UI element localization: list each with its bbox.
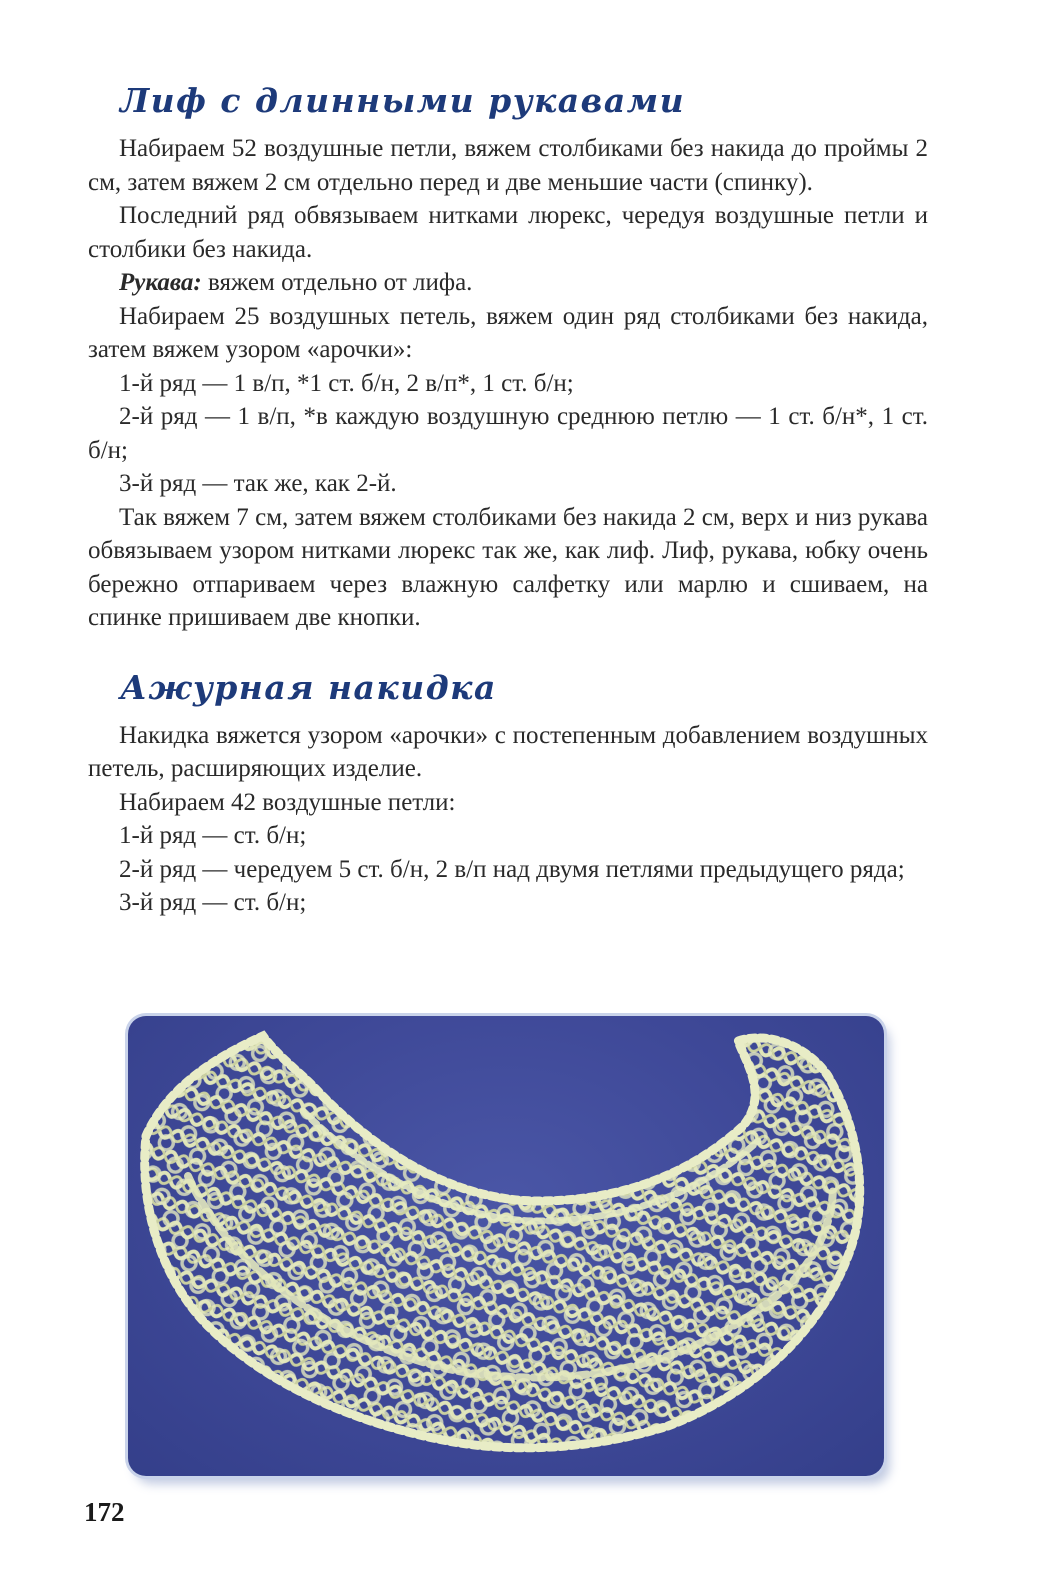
paragraph: Так вяжем 7 см, затем вяжем столбиками без накида 2 см, верх и низ рукава обвязываем узором нитками люрекс так же, как лиф. Лиф, рукава, юбку очень бережно отпариваем через влажную салфетку или марлю и сшиваем, на спинке пришиваем две кнопки. <box>88 503 928 631</box>
sleeves-text: вяжем отдельно от лифа. <box>201 269 473 296</box>
paragraph: 2-й ряд — чередуем 5 ст. б/н, 2 в/п над двумя петлями предыдущего ряда; <box>119 855 905 883</box>
paragraph: 3-й ряд — так же, как 2-й. <box>119 470 397 497</box>
paragraph: Последний ряд обвязываем нитками люрекс, чередуя воздушные петли и столбики без накида. <box>88 202 928 263</box>
photo-frame <box>128 1016 884 1476</box>
page-number: 172 <box>84 1497 125 1527</box>
paragraph: Набираем 25 воздушных петель, вяжем один ряд столбиками без накида, затем вяжем узором «арочки»: <box>88 302 928 363</box>
crochet-cape-icon <box>128 1016 884 1476</box>
paragraph: 1-й ряд — ст. б/н; <box>119 822 307 849</box>
paragraph: Набираем 52 воздушные петли, вяжем столбиками без накида до проймы 2 см, затем вяжем 2 см отдельно перед и две меньшие части (спинку). <box>88 135 928 196</box>
sleeves-label: Рукава: <box>119 269 202 296</box>
paragraph: Набираем 42 воздушные петли: <box>119 788 456 816</box>
page-content <box>88 78 928 920</box>
paragraph: Накидка вяжется узором «арочки» с постепенным добавлением воздушных петель, расширяющих изделие. <box>88 721 928 782</box>
paragraph: 2-й ряд — 1 в/п, *в каждую воздушную среднюю петлю — 1 ст. б/н*, 1 ст. б/н; <box>88 403 928 464</box>
paragraph: 1-й ряд — 1 в/п, *1 ст. б/н, 2 в/п*, 1 ст. б/н; <box>119 369 574 397</box>
paragraph: 3-й ряд — ст. б/н; <box>119 889 307 916</box>
section-title-cape: Ажурная накидка <box>120 667 497 707</box>
paragraph <box>88 266 928 300</box>
section-title-bodice: Лиф с длинными рукавами <box>120 81 686 120</box>
